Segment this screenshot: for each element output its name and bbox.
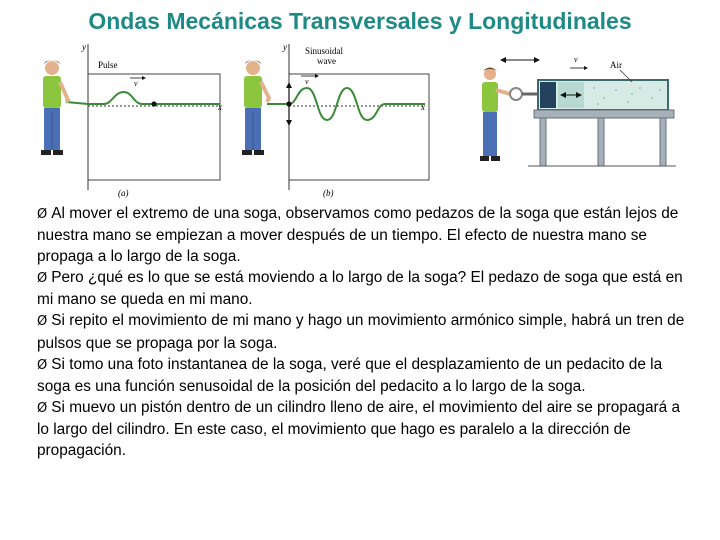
piston [540, 82, 556, 108]
bullet-text: Si repito el movimiento de mi mano y hago un movimiento armónico simple, habrá un tren de pulsos que se propaga por la soga. [37, 312, 685, 352]
oscillation-arrow [286, 82, 292, 126]
bullet-text: Pero ¿qué es lo que se está moviendo a lo largo de la soga? El pedazo de soga que está en mi mano se queda en mi mano. [37, 269, 683, 309]
bullet-item [37, 310, 687, 353]
bullet-item [37, 267, 687, 310]
bullet-text: Si muevo un pistón dentro de un cilindro lleno de aire, el movimiento del aire se propagará a lo largo del cilindro. En este caso, el movimiento que hago es paralelo a la dirección de propagación. [37, 398, 681, 460]
figure-b-caption: (b) [323, 188, 334, 198]
pulse-label: Pulse [98, 60, 118, 70]
frame [88, 74, 220, 180]
slide-title: Ondas Mecánicas Transversales y Longitudinales [88, 8, 632, 34]
air-label: Air [610, 60, 622, 70]
bullet-marker-icon: Ø [37, 207, 48, 222]
x-axis-label: x [421, 102, 425, 112]
sinusoidal-wave-illustration [235, 40, 435, 200]
wave-label-line1: Sinusoidal [305, 46, 344, 56]
bullet-text: Si tomo una foto instantanea de la soga, veré que el desplazamiento de un pedacito de la soga es una función senusoidal de la posición del pedacito a lo largo de la soga. [37, 355, 663, 395]
velocity-arrowhead [584, 66, 588, 70]
piston-cylinder-illustration [470, 50, 680, 175]
bullet-marker-icon: Ø [37, 271, 48, 287]
y-axis-label: y [283, 42, 287, 52]
velocity-label: v [134, 79, 138, 88]
push-pull-arrow [500, 57, 540, 63]
bullet-marker-icon: Ø [37, 357, 48, 373]
figure-a-caption: (a) [118, 188, 129, 198]
bullet-text: Al mover el extremo de una soga, observamos como pedazos de la soga que están lejos de nuestra mano se empiezan a mover después de un tiempo. El efecto de nuestra mano se propaga a lo largo de la soga. [37, 205, 679, 266]
cylinder [538, 80, 668, 110]
piston-handle [510, 88, 522, 100]
table-stand [528, 110, 676, 166]
bullet-marker-icon: Ø [37, 400, 48, 416]
x-axis-label: x [218, 102, 222, 112]
wave-label-line2: wave [317, 56, 336, 66]
bullet-marker-icon: Ø [37, 314, 48, 330]
y-axis-label: y [82, 42, 86, 52]
bullet-item [37, 354, 687, 397]
person-icon [41, 60, 68, 155]
rope [66, 92, 220, 104]
bullet-item [37, 397, 687, 461]
velocity-label: v [305, 77, 309, 86]
person-icon [480, 68, 510, 162]
pulse-illustration [30, 40, 230, 200]
velocity-label: v [574, 55, 578, 64]
velocity-arrowhead [315, 74, 319, 78]
bullet-item [37, 203, 687, 267]
person-icon [242, 60, 269, 155]
rope-marker [151, 101, 156, 106]
velocity-arrowhead [142, 76, 146, 80]
bullet-list [37, 203, 687, 461]
